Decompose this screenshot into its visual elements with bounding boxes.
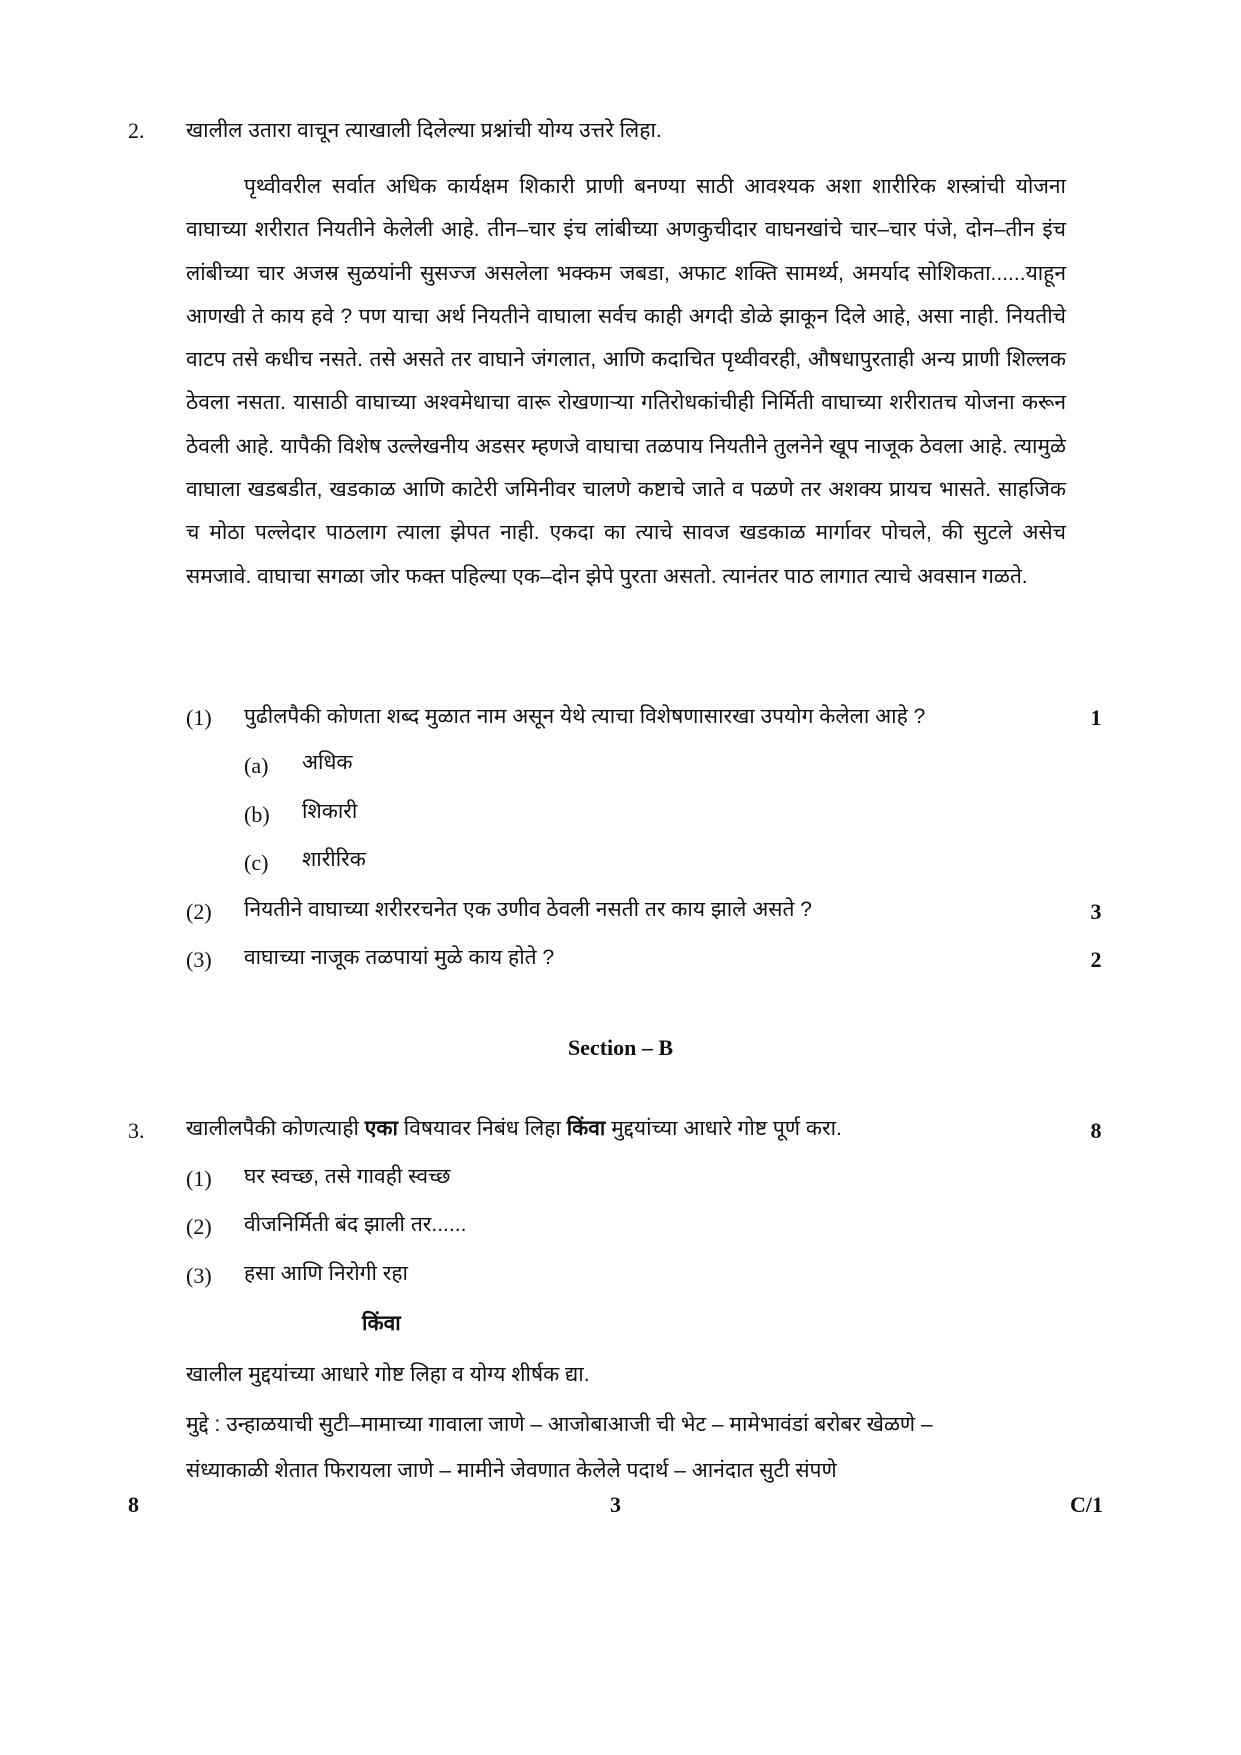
option-a-text: अधिक	[302, 751, 353, 774]
subquestion-2-text: नियतीने वाघाच्या शरीररचनेत एक उणीव ठेवली नसती तर काय झाले असते ?	[244, 898, 812, 921]
footer-page-number: 3	[610, 1492, 621, 1517]
subquestion-3-label: (3)	[186, 947, 212, 972]
option-b-label: (b)	[244, 802, 270, 827]
question-2-passage	[186, 165, 1066, 598]
section-b-title: Section – B	[567, 1035, 674, 1060]
story-points-line-1: मुद्दे : उन्हाळयाची सुटी–मामाच्या गावाला जाणे – आजोबाआजी ची भेट – मामेभावंडां बरोबर खेळणे –	[186, 1413, 933, 1436]
story-points-line-2: संध्याकाळी शेतात फिरायला जाणे – मामीने जेवणात केलेले पदार्थ – आनंदात सुटी संपणे	[186, 1459, 837, 1482]
subquestion-2-label: (2)	[186, 899, 212, 924]
subquestion-3-text: वाघाच्या नाजूक तळपायां मुळे काय होते ?	[244, 946, 555, 969]
question-3-instruction	[186, 1118, 842, 1139]
subquestion-1-marks: 1	[1090, 705, 1102, 730]
footer-left-code: 8	[128, 1492, 139, 1517]
question-2-instruction: खालील उतारा वाचून त्याखाली दिलेल्या प्रश्नांची योग्य उत्तरे लिहा.	[186, 119, 662, 142]
story-instruction: खालील मुद्दयांच्या आधारे गोष्ट लिहा व योग्य शीर्षक द्या.	[186, 1363, 590, 1386]
topic-1-text: घर स्वच्छ, तसे गावही स्वच्छ	[244, 1165, 451, 1188]
subquestion-2-marks: 3	[1090, 899, 1102, 924]
subquestion-1-label: (1)	[186, 705, 212, 730]
option-c-text: शारीरिक	[302, 848, 366, 871]
passage-text: पृथ्वीवरील सर्वात अधिक कार्यक्षम शिकारी प्राणी बनण्या साठी आवश्यक अशा शारीरिक शस्त्रांची योजना वाघाच्या शरीरात नियतीने केलेली आहे. तीन–चार इंच लांबीच्या अणकुचीदार वाघनखांचे चार–चार पंजे, दोन–तीन इंच लांबीच्या चार अजस्र सुळयांनी सुसज्ज असलेला भक्कम जबडा, अफाट शक्ति सामर्थ्य, अमर्याद सोशिकता......याहून आणखी ते काय हवे ? पण याचा अर्थ नियतीने वाघाला सर्वच काही अगदी डोळे झाकून दिले आहे, असा नाही. नियतीचे वाटप तसे कधीच नसते. तसे असते तर वाघाने जंगलात, आणि कदाचित पृथ्वीवरही, औषधापुरताही अन्य प्राणी शिल्लक ठेवला नसता. यासाठी वाघाच्या अश्वमेधाचा वारू रोखणाऱ्या गतिरोधकांचीही निर्मिती वाघाच्या शरीरातच योजना करून ठेवली आहे. यापैकी विशेष उल्लेखनीय अडसर म्हणजे वाघाचा तळपाय नियतीने तुलनेने खूप नाजूक ठेवला आहे. त्यामुळे वाघाला खडबडीत, खडकाळ आणि काटेरी जमिनीवर चालणे कष्टाचे जाते व पळणे तर अशक्य प्रायच भासते. साहजिक च मोठा पल्लेदार पाठलाग त्याला झेपत नाही. एकदा का त्याचे सावज खडकाळ मार्गावर पोचले, की सुटले असेच समजावे. वाघाचा सगळा जोर फक्त पहिल्या एक–दोन झेपे पुरता असतो. त्यानंतर पाठ लागात त्याचे अवसान गळते.	[186, 175, 1066, 588]
question-2-number: 2.	[128, 118, 145, 143]
topic-2-label: (2)	[186, 1214, 212, 1239]
question-3-number: 3.	[128, 1118, 145, 1143]
option-c-label: (c)	[244, 850, 269, 875]
instruction-text-3: मुद्दयांच्या आधारे गोष्ट पूर्ण करा.	[605, 1117, 842, 1140]
or-label: किंवा	[362, 1312, 401, 1335]
subquestion-1-text: पुढीलपैकी कोणता शब्द मुळात नाम असून येथे त्याचा विशेषणासारखा उपयोग केलेला आहे ?	[244, 705, 926, 728]
topic-2-text: वीजनिर्मिती बंद झाली तर......	[244, 1213, 467, 1236]
footer-set-code: C/1	[1070, 1492, 1103, 1517]
instruction-bold-eka: एका	[364, 1117, 398, 1140]
question-3-marks: 8	[1090, 1118, 1102, 1143]
option-a-label: (a)	[244, 753, 269, 778]
instruction-text-1: खालीलपैकी कोणत्याही	[186, 1117, 365, 1140]
topic-1-label: (1)	[186, 1166, 212, 1191]
instruction-bold-kinva: किंवा	[566, 1117, 606, 1140]
option-b-text: शिकारी	[302, 800, 358, 823]
subquestion-3-marks: 2	[1090, 947, 1102, 972]
instruction-text-2: विषयावर निबंध लिहा	[397, 1117, 567, 1140]
topic-3-label: (3)	[186, 1263, 212, 1288]
topic-3-text: हसा आणि निरोगी रहा	[244, 1262, 408, 1285]
